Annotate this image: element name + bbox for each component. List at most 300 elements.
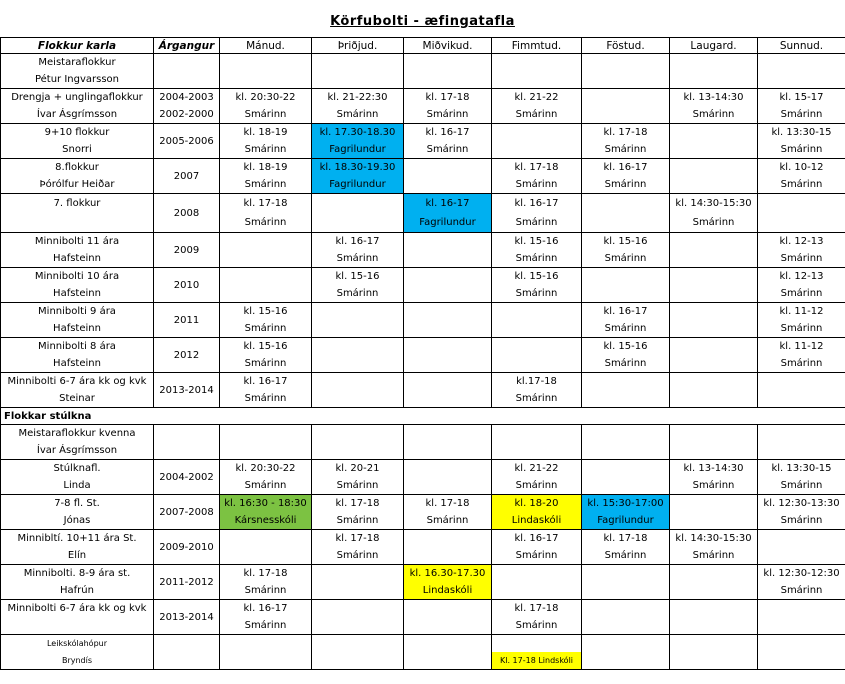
- place-cell: Smárinn: [220, 106, 312, 124]
- place-cell: [404, 320, 492, 338]
- place-cell: [758, 213, 845, 233]
- place-cell: [220, 547, 312, 565]
- time-cell: [582, 89, 670, 107]
- time-cell: [404, 530, 492, 548]
- time-cell: kl. 16-17: [404, 124, 492, 142]
- time-cell: [312, 425, 404, 443]
- year-cell: 2013-2014: [154, 373, 220, 408]
- place-cell: Smárinn: [582, 176, 670, 194]
- place-cell: [670, 250, 758, 268]
- time-cell: kl. 17-18: [312, 495, 404, 513]
- time-cell: kl. 15-16: [582, 338, 670, 356]
- table-row-sub: [1, 106, 845, 124]
- team-name: 9+10 flokkur: [1, 124, 154, 142]
- time-cell: [758, 194, 845, 214]
- time-cell: [492, 425, 582, 443]
- place-cell: Smárinn: [312, 547, 404, 565]
- section-cell: [154, 408, 220, 425]
- year-cell-2: 2002-2000: [154, 106, 220, 124]
- place-cell: Smárinn: [670, 106, 758, 124]
- table-row-sub: [1, 442, 845, 460]
- place-cell: Smárinn: [404, 106, 492, 124]
- place-cell: [670, 390, 758, 408]
- coach-name: Bryndís: [1, 652, 154, 670]
- place-cell: [312, 213, 404, 233]
- place-cell: Smárinn: [220, 617, 312, 635]
- place-cell: Smárinn: [492, 477, 582, 495]
- year-cell: 2007-2008: [154, 495, 220, 530]
- place-cell: Smárinn: [220, 355, 312, 373]
- coach-name: Steinar: [1, 390, 154, 408]
- coach-name: Pétur Ingvarsson: [1, 71, 154, 89]
- place-cell: [220, 285, 312, 303]
- time-cell: [582, 460, 670, 478]
- team-name: 8.flokkur: [1, 159, 154, 177]
- time-cell: [670, 565, 758, 583]
- place-cell: [670, 652, 758, 670]
- time-cell: kl. 16-17: [404, 194, 492, 214]
- time-cell: [670, 54, 758, 72]
- place-cell: Smárinn: [492, 390, 582, 408]
- table-row: [1, 303, 845, 321]
- team-name: Minnibolti 6-7 ára kk og kvk: [1, 600, 154, 618]
- place-cell: Smárinn: [312, 285, 404, 303]
- time-cell: kl. 21-22: [492, 460, 582, 478]
- time-cell: [404, 635, 492, 653]
- header-cell: Þriðjud.: [312, 38, 404, 54]
- time-cell: [670, 159, 758, 177]
- place-cell: [312, 355, 404, 373]
- time-cell: kl. 14:30-15:30: [670, 194, 758, 214]
- place-cell: Smárinn: [492, 617, 582, 635]
- place-cell: Smárinn: [492, 250, 582, 268]
- place-cell: Lindaskóli: [404, 582, 492, 600]
- team-name: Meistaraflokkur: [1, 54, 154, 72]
- time-cell: [670, 600, 758, 618]
- coach-name: Ívar Ásgrímsson: [1, 442, 154, 460]
- place-cell: [582, 213, 670, 233]
- table-row-sub: [1, 390, 845, 408]
- time-cell: [220, 425, 312, 443]
- table-row: [1, 530, 845, 548]
- year-cell: 2011-2012: [154, 565, 220, 600]
- place-cell: [582, 477, 670, 495]
- table-row-sub: [1, 176, 845, 194]
- coach-name: Hafsteinn: [1, 250, 154, 268]
- time-cell: [220, 268, 312, 286]
- section-row: [1, 408, 845, 425]
- place-cell: Smárinn: [220, 477, 312, 495]
- place-cell: Smárinn: [312, 512, 404, 530]
- place-cell: [670, 320, 758, 338]
- time-cell: [670, 635, 758, 653]
- place-cell: [492, 355, 582, 373]
- time-cell: [404, 460, 492, 478]
- place-cell: [404, 390, 492, 408]
- place-cell: [404, 71, 492, 89]
- table-row-sub: [1, 250, 845, 268]
- time-cell: kl. 18.30-19.30: [312, 159, 404, 177]
- table-row-sub: [1, 582, 845, 600]
- time-cell: kl. 12-13: [758, 268, 845, 286]
- time-cell: kl. 15-16: [582, 233, 670, 251]
- time-cell: kl. 20:30-22: [220, 460, 312, 478]
- time-cell: [582, 194, 670, 214]
- place-cell: [404, 355, 492, 373]
- time-cell: kl. 16-17: [582, 159, 670, 177]
- place-cell: [492, 71, 582, 89]
- section-cell: [670, 408, 758, 425]
- place-cell: [312, 71, 404, 89]
- table-row-sub: [1, 652, 845, 670]
- time-cell: [404, 373, 492, 391]
- schedule-table: [0, 37, 845, 670]
- place-cell: Smárinn: [582, 250, 670, 268]
- coach-name: Jónas: [1, 512, 154, 530]
- time-cell: kl. 15-16: [220, 338, 312, 356]
- place-cell: [582, 617, 670, 635]
- place-cell: Smárinn: [670, 547, 758, 565]
- time-cell: [758, 373, 845, 391]
- time-cell: [312, 54, 404, 72]
- header-cell: Miðvikud.: [404, 38, 492, 54]
- place-cell: [404, 442, 492, 460]
- place-cell: Smárinn: [758, 141, 845, 159]
- time-cell: kl. 15-16: [492, 233, 582, 251]
- place-cell: Smárinn: [220, 141, 312, 159]
- table-row-sub: [1, 547, 845, 565]
- coach-name: [1, 617, 154, 635]
- place-cell: Smárinn: [758, 176, 845, 194]
- place-cell: [670, 617, 758, 635]
- place-cell: [758, 547, 845, 565]
- place-cell: Smárinn: [492, 106, 582, 124]
- place-cell: Smárinn: [582, 320, 670, 338]
- table-row-sub: [1, 141, 845, 159]
- place-cell: [582, 285, 670, 303]
- team-name: Minnibolti 9 ára: [1, 303, 154, 321]
- table-row: [1, 124, 845, 142]
- team-name: Minnibltí. 10+11 ára St.: [1, 530, 154, 548]
- year-cell: [154, 635, 220, 670]
- time-cell: [312, 338, 404, 356]
- time-cell: kl. 14:30-15:30: [670, 530, 758, 548]
- time-cell: [404, 233, 492, 251]
- place-cell: [312, 652, 404, 670]
- place-cell: [492, 442, 582, 460]
- time-cell: [404, 600, 492, 618]
- place-cell: Smárinn: [492, 285, 582, 303]
- time-cell: [670, 373, 758, 391]
- place-cell: Lindaskóli: [492, 512, 582, 530]
- year-cell: 2013-2014: [154, 600, 220, 635]
- time-cell: kl. 16-17: [312, 233, 404, 251]
- team-name: 7-8 fl. St.: [1, 495, 154, 513]
- place-cell: Smárinn: [758, 582, 845, 600]
- section-cell: [492, 408, 582, 425]
- time-cell: kl. 17-18: [404, 89, 492, 107]
- time-cell: kl. 15-17: [758, 89, 845, 107]
- time-cell: [492, 565, 582, 583]
- team-name: Minnibolti 8 ára: [1, 338, 154, 356]
- table-row: [1, 495, 845, 513]
- section-cell: [312, 408, 404, 425]
- place-cell: Smárinn: [404, 141, 492, 159]
- time-cell: kl. 17-18: [220, 194, 312, 214]
- place-cell: Smárinn: [220, 213, 312, 233]
- table-row: [1, 233, 845, 251]
- place-cell: [492, 320, 582, 338]
- time-cell: [404, 54, 492, 72]
- place-cell: Smárinn: [758, 250, 845, 268]
- time-cell: [582, 268, 670, 286]
- time-cell: kl. 12:30-13:30: [758, 495, 845, 513]
- table-row: [1, 425, 845, 443]
- team-name: Minnibolti 6-7 ára kk og kvk: [1, 373, 154, 391]
- time-cell: [670, 303, 758, 321]
- time-cell: [492, 124, 582, 142]
- time-cell: [492, 635, 582, 653]
- place-cell: [670, 582, 758, 600]
- time-cell: kl. 11-12: [758, 303, 845, 321]
- header-cell: Flokkur karla: [1, 38, 154, 54]
- time-cell: [312, 373, 404, 391]
- coach-name: Hafsteinn: [1, 355, 154, 373]
- time-cell: [582, 635, 670, 653]
- time-cell: [582, 600, 670, 618]
- place-cell: Smárinn: [312, 250, 404, 268]
- time-cell: kl. 15-16: [312, 268, 404, 286]
- year-cell: 2004-2003: [154, 89, 220, 107]
- header-cell: Árgangur: [154, 38, 220, 54]
- time-cell: kl. 16.30-17.30: [404, 565, 492, 583]
- place-cell: [312, 320, 404, 338]
- year-cell: 2012: [154, 338, 220, 373]
- time-cell: [492, 54, 582, 72]
- place-cell: Smárinn: [758, 355, 845, 373]
- year-cell: 2004-2002: [154, 460, 220, 495]
- header-cell: Mánud.: [220, 38, 312, 54]
- time-cell: kl. 16-17: [492, 530, 582, 548]
- time-cell: [404, 268, 492, 286]
- place-cell: Smárinn: [312, 477, 404, 495]
- team-name: Leikskólahópur: [1, 635, 154, 653]
- place-cell: [312, 617, 404, 635]
- place-cell: Smárinn: [582, 355, 670, 373]
- time-cell: kl. 16-17: [220, 600, 312, 618]
- time-cell: kl. 21-22: [492, 89, 582, 107]
- time-cell: kl. 17-18: [582, 530, 670, 548]
- place-cell: [670, 71, 758, 89]
- time-cell: [582, 54, 670, 72]
- time-cell: [582, 565, 670, 583]
- place-cell: Smárinn: [670, 477, 758, 495]
- place-cell: Smárinn: [758, 106, 845, 124]
- place-cell: Smárinn: [758, 512, 845, 530]
- year-cell: 2009-2010: [154, 530, 220, 565]
- place-cell: [582, 71, 670, 89]
- team-name: Minnibolti. 8-9 ára st.: [1, 565, 154, 583]
- time-cell: [670, 233, 758, 251]
- time-cell: [220, 54, 312, 72]
- time-cell: [220, 233, 312, 251]
- coach-name: Snorri: [1, 141, 154, 159]
- table-row-sub: [1, 71, 845, 89]
- place-cell: Fagrilundur: [404, 213, 492, 233]
- time-cell: [492, 303, 582, 321]
- time-cell: [404, 303, 492, 321]
- place-cell: [758, 652, 845, 670]
- place-cell: [492, 582, 582, 600]
- place-cell: Kársnesskóli: [220, 512, 312, 530]
- table-row-sub: [1, 477, 845, 495]
- coach-name: Þórólfur Heiðar: [1, 176, 154, 194]
- place-cell: Smárinn: [492, 213, 582, 233]
- place-cell: [220, 442, 312, 460]
- year-cell: 2005-2006: [154, 124, 220, 159]
- place-cell: Smárinn: [582, 547, 670, 565]
- team-name: Meistaraflokkur kvenna: [1, 425, 154, 443]
- table-row: [1, 159, 845, 177]
- time-cell: kl. 13:30-15: [758, 124, 845, 142]
- year-cell: 2010: [154, 268, 220, 303]
- table-row-sub: [1, 213, 845, 233]
- place-cell: [758, 390, 845, 408]
- section-title: Flokkar stúlkna: [1, 408, 154, 425]
- coach-name: Ívar Ásgrímsson: [1, 106, 154, 124]
- place-cell: Smárinn: [220, 176, 312, 194]
- coach-name: Hafsteinn: [1, 320, 154, 338]
- team-name: Stúlknafl.: [1, 460, 154, 478]
- place-cell: Fagrilundur: [312, 141, 404, 159]
- time-cell: [758, 425, 845, 443]
- time-cell: [582, 373, 670, 391]
- time-cell: kl. 17-18: [582, 124, 670, 142]
- time-cell: [404, 159, 492, 177]
- time-cell: kl. 17-18: [220, 565, 312, 583]
- place-cell: [404, 652, 492, 670]
- time-cell: kl. 20:30-22: [220, 89, 312, 107]
- time-cell: kl. 15:30-17:00: [582, 495, 670, 513]
- table-row-sub: [1, 355, 845, 373]
- place-cell: [582, 582, 670, 600]
- coach-name: Linda: [1, 477, 154, 495]
- place-cell: Smárinn: [220, 390, 312, 408]
- time-cell: kl. 17-18: [404, 495, 492, 513]
- place-cell: [404, 547, 492, 565]
- place-cell: [404, 477, 492, 495]
- table-row-sub: [1, 285, 845, 303]
- place-cell: [670, 285, 758, 303]
- place-cell: [758, 71, 845, 89]
- time-cell: [404, 338, 492, 356]
- time-cell: [220, 635, 312, 653]
- place-cell: [220, 250, 312, 268]
- place-cell: [758, 617, 845, 635]
- place-cell: [404, 250, 492, 268]
- place-cell: Fagrilundur: [582, 512, 670, 530]
- place-cell: [404, 285, 492, 303]
- table-row: [1, 565, 845, 583]
- place-cell: [582, 442, 670, 460]
- coach-name: Hafsteinn: [1, 285, 154, 303]
- header-row: [1, 38, 845, 54]
- time-cell: kl. 15-16: [220, 303, 312, 321]
- time-cell: [758, 635, 845, 653]
- header-cell: Föstud.: [582, 38, 670, 54]
- team-name: 7. flokkur: [1, 194, 154, 214]
- time-cell: kl. 21-22:30: [312, 89, 404, 107]
- section-cell: [220, 408, 312, 425]
- coach-name: Elín: [1, 547, 154, 565]
- place-cell: Smárinn: [492, 176, 582, 194]
- place-cell: Smárinn: [312, 106, 404, 124]
- place-cell: Fagrilundur: [312, 176, 404, 194]
- place-cell: [220, 652, 312, 670]
- time-cell: kl. 10-12: [758, 159, 845, 177]
- time-cell: [312, 303, 404, 321]
- place-cell: [670, 512, 758, 530]
- place-cell: [312, 442, 404, 460]
- time-cell: kl. 15-16: [492, 268, 582, 286]
- time-cell: kl. 20-21: [312, 460, 404, 478]
- place-cell: [492, 141, 582, 159]
- time-cell: [758, 600, 845, 618]
- section-cell: [758, 408, 845, 425]
- place-cell: [670, 176, 758, 194]
- time-cell: kl. 17-18: [312, 530, 404, 548]
- year-cell: 2007: [154, 159, 220, 194]
- time-cell: [312, 600, 404, 618]
- place-cell: [582, 390, 670, 408]
- time-cell: [312, 565, 404, 583]
- place-cell: [758, 442, 845, 460]
- place-cell: Smárinn: [758, 477, 845, 495]
- time-cell: [312, 635, 404, 653]
- header-cell: Laugard.: [670, 38, 758, 54]
- year-cell: 2009: [154, 233, 220, 268]
- page-title: Körfubolti - æfingatafla: [330, 14, 515, 29]
- place-cell: [670, 141, 758, 159]
- place-cell: Smárinn: [670, 213, 758, 233]
- coach-name: [1, 213, 154, 233]
- place-cell: [404, 176, 492, 194]
- time-cell: kl. 13-14:30: [670, 89, 758, 107]
- table-row: [1, 338, 845, 356]
- place-cell: [312, 582, 404, 600]
- time-cell: kl.17-18: [492, 373, 582, 391]
- time-cell: kl. 18-19: [220, 159, 312, 177]
- time-cell: kl. 12:30-12:30: [758, 565, 845, 583]
- year-cell: [154, 54, 220, 89]
- time-cell: kl. 13-14:30: [670, 460, 758, 478]
- place-cell: [582, 106, 670, 124]
- place-cell: Smárinn: [758, 285, 845, 303]
- place-cell: [670, 355, 758, 373]
- place-cell: [670, 442, 758, 460]
- time-cell: [758, 54, 845, 72]
- coach-name: Hafrún: [1, 582, 154, 600]
- time-cell: [670, 268, 758, 286]
- place-cell: Smárinn: [758, 320, 845, 338]
- time-cell: [670, 425, 758, 443]
- team-name: Minnibolti 10 ára: [1, 268, 154, 286]
- time-cell: [670, 124, 758, 142]
- place-cell: [582, 652, 670, 670]
- year-cell: 2011: [154, 303, 220, 338]
- time-cell: kl. 12-13: [758, 233, 845, 251]
- header-cell: Fimmtud.: [492, 38, 582, 54]
